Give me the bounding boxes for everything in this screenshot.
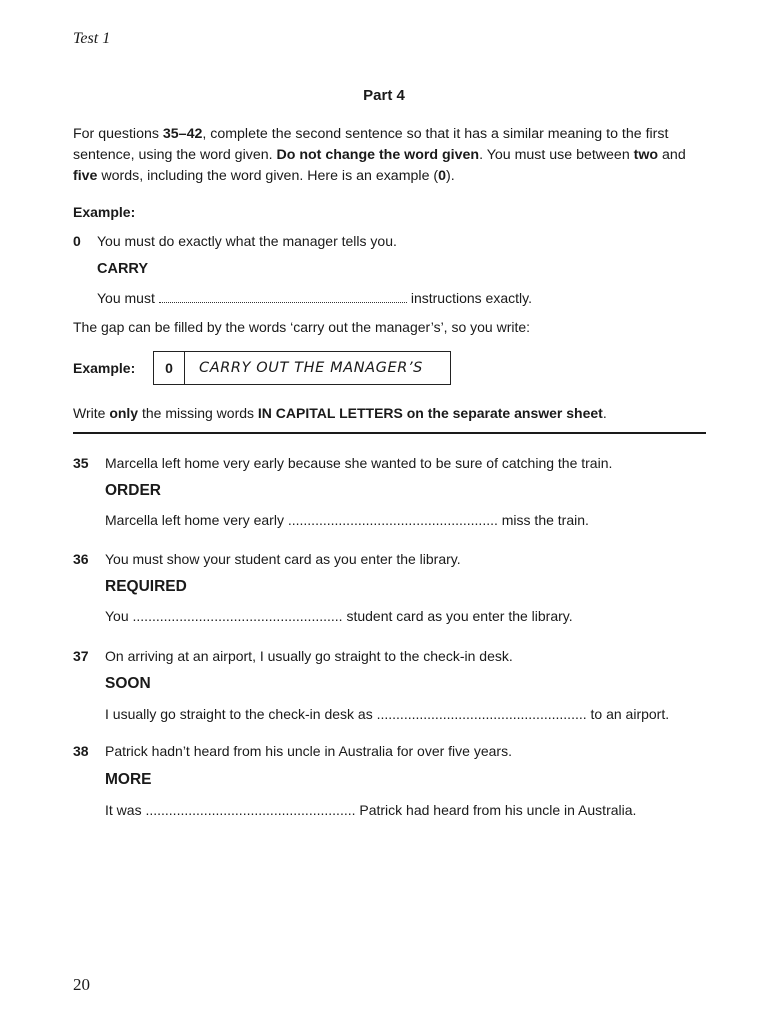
example-gap-dots xyxy=(159,292,407,303)
question-number: 37 xyxy=(73,648,89,664)
example-answer-box xyxy=(153,351,451,385)
question-number: 35 xyxy=(73,455,89,471)
instructions-paragraph: For questions 35–42, complete the second sentence so that it has a similar meaning to the first sentence, using the word given. Do not change the word given. You must use between two and five words, including the word given. Here is an example (0). xyxy=(73,126,686,184)
example-keyword: CARRY xyxy=(97,261,149,277)
question-gap-sentence: Marcella left home very early ...................................................... miss the train. xyxy=(105,512,589,528)
question-gap-sentence: I usually go straight to the check-in desk as ...................................................... to an airport. xyxy=(105,706,670,722)
example-explanation: The gap can be filled by the words ‘carry out the manager’s’, so you write: xyxy=(73,319,531,335)
question-sentence: Marcella left home very early because she wanted to be sure of catching the train. xyxy=(105,455,613,471)
question-sentence: You must show your student card as you enter the library. xyxy=(105,551,461,567)
page-number: 20 xyxy=(73,975,90,994)
question-gap-sentence: It was ...................................................... Patrick had heard from his uncle in Australia. xyxy=(105,802,637,818)
example-sentence: You must do exactly what the manager tells you. xyxy=(97,233,397,249)
question-sentence: Patrick hadn’t heard from his uncle in Australia for over five years. xyxy=(105,743,512,759)
question-gap-sentence: You ...................................................... student card as you enter the library. xyxy=(105,608,573,624)
example-box-answer: CARRY OUT THE MANAGER’S xyxy=(199,360,423,376)
running-head: Test 1 xyxy=(73,30,111,47)
question-keyword: ORDER xyxy=(105,482,161,499)
example-box-label: Example: xyxy=(73,360,136,376)
part-title: Part 4 xyxy=(363,87,405,104)
section-divider xyxy=(73,432,706,434)
example-number: 0 xyxy=(73,233,81,249)
example-gap-sentence: You must instructions exactly. xyxy=(97,290,532,306)
example-heading: Example: xyxy=(73,204,136,220)
question-keyword: REQUIRED xyxy=(105,578,187,595)
question-keyword: MORE xyxy=(105,771,152,788)
question-keyword: SOON xyxy=(105,675,151,692)
question-sentence: On arriving at an airport, I usually go straight to the check-in desk. xyxy=(105,648,513,664)
example-box-number: 0 xyxy=(154,352,185,384)
question-number: 36 xyxy=(73,551,89,567)
answer-sheet-instruction: Write only the missing words IN CAPITAL LETTERS on the separate answer sheet. xyxy=(73,405,607,421)
question-number: 38 xyxy=(73,743,89,759)
